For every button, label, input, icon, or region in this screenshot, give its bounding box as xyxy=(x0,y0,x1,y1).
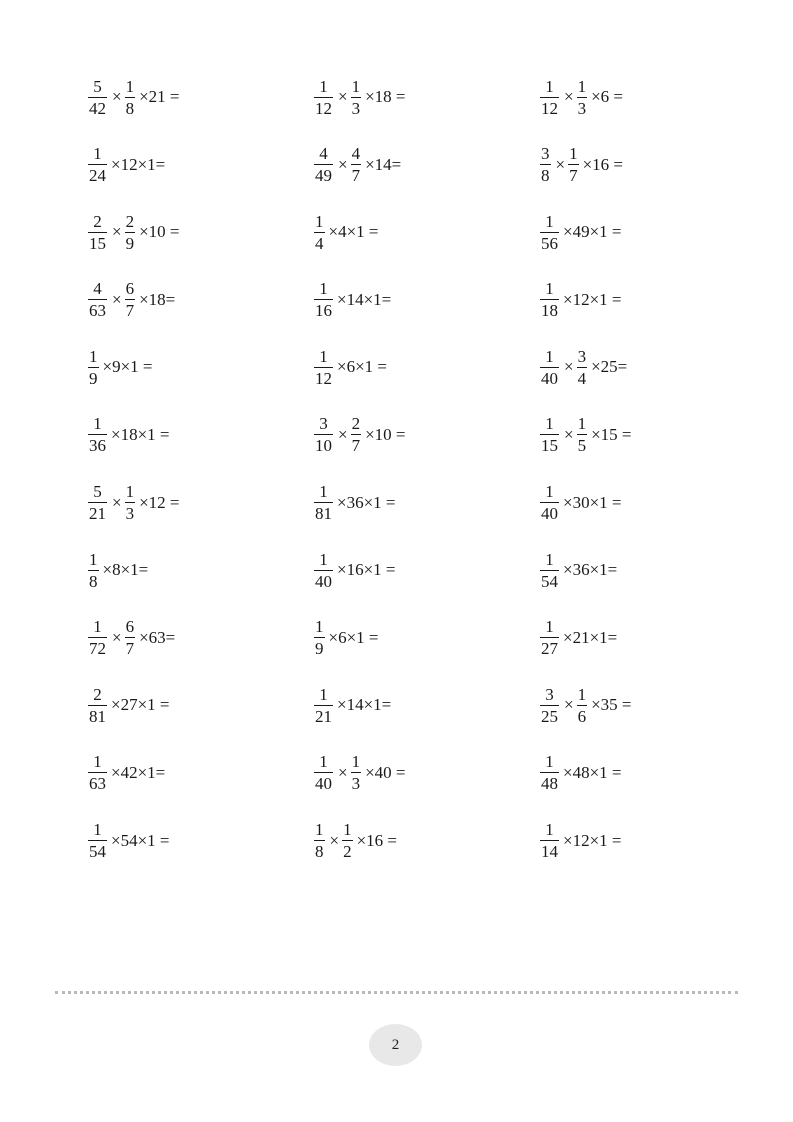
math-problem xyxy=(88,478,180,528)
numerator: 1 xyxy=(351,76,361,96)
times-operator: × xyxy=(329,830,340,850)
expression-tail: ×18 = xyxy=(365,87,406,106)
math-problem xyxy=(540,207,622,257)
math-problem xyxy=(540,613,617,663)
math-problem xyxy=(88,748,165,798)
numerator: 1 xyxy=(577,684,587,704)
numerator: 3 xyxy=(541,144,550,164)
denominator: 12 xyxy=(541,98,558,118)
expression-tail: ×9×1 = xyxy=(102,357,153,377)
fraction xyxy=(125,78,136,117)
numerator: 1 xyxy=(577,414,587,434)
denominator: 8 xyxy=(541,166,550,186)
denominator: 63 xyxy=(89,301,106,321)
denominator: 3 xyxy=(577,98,587,118)
times-operator: × xyxy=(564,695,574,715)
problem-row xyxy=(88,748,728,816)
numerator: 1 xyxy=(315,820,324,840)
expression-tail: ×18×1 = xyxy=(111,424,170,444)
expression-tail: ×6×1 = xyxy=(337,357,388,377)
numerator: 5 xyxy=(93,76,102,96)
fraction xyxy=(314,618,325,657)
denominator: 12 xyxy=(315,368,332,388)
expression-tail: ×12 = xyxy=(139,492,180,512)
numerator: 2 xyxy=(351,414,361,434)
fraction xyxy=(351,753,362,792)
math-problem xyxy=(540,72,623,122)
expression-tail: ×12×1= xyxy=(111,154,166,174)
numerator: 1 xyxy=(93,820,102,840)
fraction xyxy=(577,686,588,725)
expression-tail: ×27×1 = xyxy=(111,695,170,715)
fraction xyxy=(314,213,325,252)
denominator: 25 xyxy=(541,706,558,726)
numerator: 1 xyxy=(125,482,135,502)
math-problem xyxy=(88,816,170,866)
fraction xyxy=(125,618,136,657)
denominator: 42 xyxy=(89,98,106,118)
fraction xyxy=(540,78,559,117)
math-problem xyxy=(88,207,180,257)
problem-row xyxy=(88,545,728,613)
math-problem xyxy=(88,140,165,190)
expression-tail: ×40 = xyxy=(365,762,406,782)
fraction xyxy=(314,753,333,792)
math-problem xyxy=(88,680,170,730)
fraction xyxy=(577,415,588,454)
expression-tail: ×16 = xyxy=(582,154,624,174)
denominator: 15 xyxy=(541,436,558,456)
denominator: 21 xyxy=(89,504,106,524)
fraction xyxy=(540,483,559,522)
dotted-divider xyxy=(55,991,738,994)
math-problem xyxy=(314,478,396,528)
numerator: 1 xyxy=(545,482,554,502)
math-problem xyxy=(540,748,622,798)
fraction xyxy=(314,78,333,117)
times-operator: × xyxy=(338,424,348,444)
denominator: 3 xyxy=(125,504,135,524)
expression-tail: ×21 = xyxy=(139,87,180,106)
numerator: 1 xyxy=(545,617,554,637)
numerator: 2 xyxy=(125,211,135,231)
numerator: 1 xyxy=(351,752,361,772)
fraction xyxy=(540,213,559,252)
fraction xyxy=(88,551,99,590)
expression-tail: ×54×1 = xyxy=(111,830,170,850)
numerator: 6 xyxy=(125,279,135,299)
denominator: 24 xyxy=(89,166,106,186)
expression-tail: ×10 = xyxy=(139,222,180,242)
fraction xyxy=(540,348,559,387)
fraction xyxy=(314,348,333,387)
problem-grid xyxy=(88,72,728,883)
math-problem xyxy=(88,275,175,325)
numerator: 1 xyxy=(545,346,554,366)
numerator: 1 xyxy=(319,549,328,569)
numerator: 1 xyxy=(319,684,328,704)
fraction xyxy=(88,618,107,657)
denominator: 56 xyxy=(541,233,558,253)
denominator: 36 xyxy=(89,436,106,456)
fraction xyxy=(88,686,107,725)
denominator: 4 xyxy=(315,233,324,253)
numerator: 1 xyxy=(545,414,554,434)
numerator: 4 xyxy=(351,144,361,164)
math-problem xyxy=(314,748,406,798)
fraction xyxy=(342,821,353,860)
fraction xyxy=(540,821,559,860)
math-problem xyxy=(314,613,379,663)
page-number-badge xyxy=(369,1024,422,1066)
fraction xyxy=(540,753,559,792)
times-operator: × xyxy=(112,492,122,512)
numerator: 1 xyxy=(545,211,554,231)
denominator: 9 xyxy=(315,639,324,659)
expression-tail: ×30×1 = xyxy=(563,492,622,512)
times-operator: × xyxy=(338,154,348,174)
numerator: 1 xyxy=(315,617,324,637)
denominator: 40 xyxy=(315,774,332,794)
expression-tail: ×63= xyxy=(139,627,176,647)
fraction xyxy=(568,145,579,184)
denominator: 27 xyxy=(541,639,558,659)
denominator: 10 xyxy=(315,436,332,456)
math-problem xyxy=(88,410,170,460)
math-problem xyxy=(540,342,627,392)
numerator: 1 xyxy=(93,414,102,434)
numerator: 3 xyxy=(577,346,587,366)
times-operator: × xyxy=(555,154,566,174)
math-problem xyxy=(314,680,391,730)
numerator: 2 xyxy=(93,684,102,704)
expression-tail: ×16 = xyxy=(356,830,398,850)
numerator: 1 xyxy=(545,76,554,96)
denominator: 8 xyxy=(89,571,98,591)
math-problem xyxy=(540,680,632,730)
numerator: 1 xyxy=(89,549,98,569)
denominator: 9 xyxy=(125,233,135,253)
denominator: 9 xyxy=(89,368,98,388)
times-operator: × xyxy=(112,289,122,309)
denominator: 7 xyxy=(125,301,135,321)
numerator: 5 xyxy=(93,482,102,502)
fraction xyxy=(125,483,136,522)
expression-tail: ×4×1 = xyxy=(328,222,379,242)
expression-tail: ×8×1= xyxy=(102,560,149,580)
math-problem xyxy=(540,545,617,595)
problem-row xyxy=(88,478,728,546)
math-problem xyxy=(540,140,623,190)
fraction xyxy=(351,78,362,117)
denominator: 7 xyxy=(351,436,361,456)
expression-tail: ×36×1= xyxy=(563,560,618,580)
fraction xyxy=(88,415,107,454)
math-problem xyxy=(314,816,397,866)
fraction xyxy=(88,280,107,319)
denominator: 54 xyxy=(541,571,558,591)
denominator: 72 xyxy=(89,639,106,659)
denominator: 2 xyxy=(343,842,352,862)
problem-row xyxy=(88,816,728,884)
expression-tail: ×12×1 = xyxy=(563,289,622,309)
fraction xyxy=(314,821,325,860)
fraction xyxy=(540,551,559,590)
numerator: 1 xyxy=(545,820,554,840)
numerator: 1 xyxy=(343,820,352,840)
denominator: 15 xyxy=(89,233,106,253)
denominator: 3 xyxy=(351,98,361,118)
expression-tail: ×16×1 = xyxy=(337,560,396,580)
numerator: 1 xyxy=(319,279,328,299)
numerator: 1 xyxy=(315,211,324,231)
fraction xyxy=(125,280,136,319)
numerator: 1 xyxy=(319,482,328,502)
fraction xyxy=(351,415,362,454)
fraction xyxy=(540,686,559,725)
math-problem xyxy=(540,478,622,528)
fraction xyxy=(314,551,333,590)
numerator: 1 xyxy=(125,76,135,96)
denominator: 7 xyxy=(351,166,361,186)
math-problem xyxy=(314,275,391,325)
fraction xyxy=(577,348,588,387)
denominator: 81 xyxy=(89,706,106,726)
expression-tail: ×25= xyxy=(591,357,628,377)
numerator: 2 xyxy=(93,211,102,231)
problem-row xyxy=(88,207,728,275)
expression-tail: ×42×1= xyxy=(111,762,166,782)
times-operator: × xyxy=(112,222,122,242)
math-problem xyxy=(314,545,396,595)
fraction xyxy=(88,145,107,184)
expression-tail: ×36×1 = xyxy=(337,492,396,512)
times-operator: × xyxy=(112,627,122,647)
fraction xyxy=(577,78,588,117)
problem-row xyxy=(88,680,728,748)
times-operator: × xyxy=(338,87,348,106)
expression-tail: ×14×1= xyxy=(337,289,392,309)
denominator: 63 xyxy=(89,774,106,794)
fraction xyxy=(540,618,559,657)
denominator: 14 xyxy=(541,842,558,862)
math-problem xyxy=(540,816,622,866)
numerator: 1 xyxy=(319,752,328,772)
fraction xyxy=(125,213,136,252)
denominator: 4 xyxy=(577,368,587,388)
denominator: 21 xyxy=(315,706,332,726)
numerator: 4 xyxy=(93,279,102,299)
fraction xyxy=(314,145,333,184)
denominator: 8 xyxy=(315,842,324,862)
expression-tail: ×21×1= xyxy=(563,627,618,647)
numerator: 1 xyxy=(319,346,328,366)
problem-row xyxy=(88,275,728,343)
fraction xyxy=(88,821,107,860)
denominator: 5 xyxy=(577,436,587,456)
fraction xyxy=(314,686,333,725)
problem-row xyxy=(88,410,728,478)
math-problem xyxy=(88,72,180,122)
denominator: 8 xyxy=(125,98,135,118)
page-number: 2 xyxy=(391,1036,400,1053)
denominator: 49 xyxy=(315,166,332,186)
fraction xyxy=(314,415,333,454)
numerator: 3 xyxy=(319,414,328,434)
expression-tail: ×48×1 = xyxy=(563,762,622,782)
numerator: 1 xyxy=(93,617,102,637)
problem-row xyxy=(88,140,728,208)
math-problem xyxy=(314,72,406,122)
fraction xyxy=(88,213,107,252)
math-problem xyxy=(88,342,153,392)
times-operator: × xyxy=(564,424,574,444)
fraction xyxy=(540,145,551,184)
times-operator: × xyxy=(338,762,348,782)
denominator: 7 xyxy=(569,166,578,186)
denominator: 3 xyxy=(351,774,361,794)
expression-tail: ×10 = xyxy=(365,424,406,444)
problem-row xyxy=(88,72,728,140)
denominator: 40 xyxy=(315,571,332,591)
denominator: 16 xyxy=(315,301,332,321)
numerator: 6 xyxy=(125,617,135,637)
numerator: 1 xyxy=(89,346,98,366)
expression-tail: ×14×1= xyxy=(337,695,392,715)
expression-tail: ×6×1 = xyxy=(328,627,379,647)
fraction xyxy=(88,78,107,117)
math-problem xyxy=(540,275,622,325)
math-problem xyxy=(314,207,379,257)
numerator: 1 xyxy=(545,549,554,569)
problem-row xyxy=(88,342,728,410)
fraction xyxy=(314,280,333,319)
math-problem xyxy=(314,140,401,190)
expression-tail: ×6 = xyxy=(591,87,624,106)
times-operator: × xyxy=(564,87,574,106)
numerator: 1 xyxy=(577,76,587,96)
fraction xyxy=(540,415,559,454)
expression-tail: ×18= xyxy=(139,289,176,309)
numerator: 4 xyxy=(319,144,328,164)
numerator: 1 xyxy=(319,76,328,96)
denominator: 18 xyxy=(541,301,558,321)
denominator: 40 xyxy=(541,504,558,524)
fraction xyxy=(88,483,107,522)
denominator: 81 xyxy=(315,504,332,524)
math-problem xyxy=(314,342,387,392)
denominator: 54 xyxy=(89,842,106,862)
fraction xyxy=(540,280,559,319)
expression-tail: ×14= xyxy=(365,154,402,174)
times-operator: × xyxy=(112,87,122,106)
math-problem xyxy=(540,410,632,460)
numerator: 1 xyxy=(93,144,102,164)
math-problem xyxy=(88,545,148,595)
fraction xyxy=(88,753,107,792)
fraction xyxy=(88,348,99,387)
denominator: 40 xyxy=(541,368,558,388)
math-problem xyxy=(88,613,175,663)
denominator: 12 xyxy=(315,98,332,118)
expression-tail: ×49×1 = xyxy=(563,222,622,242)
math-problem xyxy=(314,410,406,460)
numerator: 1 xyxy=(569,144,578,164)
denominator: 48 xyxy=(541,774,558,794)
numerator: 1 xyxy=(545,752,554,772)
expression-tail: ×35 = xyxy=(591,695,632,715)
fraction xyxy=(351,145,362,184)
denominator: 7 xyxy=(125,639,135,659)
fraction xyxy=(314,483,333,522)
denominator: 6 xyxy=(577,706,587,726)
numerator: 1 xyxy=(545,279,554,299)
expression-tail: ×12×1 = xyxy=(563,830,622,850)
expression-tail: ×15 = xyxy=(591,424,632,444)
numerator: 1 xyxy=(93,752,102,772)
numerator: 3 xyxy=(545,684,554,704)
times-operator: × xyxy=(564,357,574,377)
problem-row xyxy=(88,613,728,681)
